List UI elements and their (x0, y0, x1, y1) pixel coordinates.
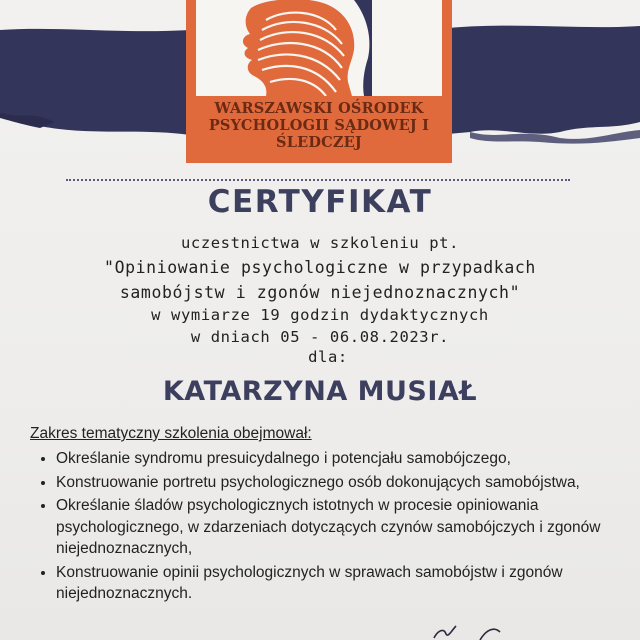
training-hours-line: w wymiarze 19 godzin dydaktycznych (151, 306, 489, 324)
organization-name-line: ŚLEDCZEJ (276, 134, 362, 151)
list-item: • Określanie syndromu presuicydalnego i potencjału samobójczego, (56, 448, 640, 470)
training-title-line: "Opiniowanie psychologiczne w przypadkach (104, 258, 536, 277)
organization-name-line: WARSZAWSKI OŚRODEK (214, 100, 424, 117)
scope-title: Zakres tematyczny szkolenia obejmował: (30, 425, 312, 442)
fingerprint-head-profile-icon (196, 0, 442, 96)
organization-logo (186, 0, 452, 163)
list-item: • Konstruowanie portretu psychologicznego osób dokonujących samobójstwa, (56, 472, 640, 494)
certificate-line: uczestnictwa w szkoleniu pt. (180, 234, 460, 252)
logo-image-area (196, 0, 442, 96)
training-title-line: samobójstw i zgonów niejednoznacznych" (119, 283, 521, 302)
list-item: • Konstruowanie opinii psychologicznych w sprawach samobójstw i zgonów niejednoznacznych. (56, 562, 640, 605)
list-item: • Określanie śladów psychologicznych istotnych w procesie opiniowania psychologicznego, w zdarzeniach dotyczących czynów samobójczych i zgonów niejednoznacznych, (56, 495, 640, 560)
recipient-name: KATARZYNA MUSIAŁ (162, 376, 478, 407)
training-dates-line: w dniach 05 - 06.08.2023r. (190, 328, 450, 346)
scope-list (36, 448, 640, 607)
organization-name-line: PSYCHOLOGII SĄDOWEJ I (208, 117, 430, 134)
certificate-title: CERTYFIKAT (207, 184, 433, 220)
dotted-divider (66, 179, 570, 181)
recipient-prefix: dla: (308, 348, 348, 366)
organization-name (186, 100, 452, 151)
signature-mark (420, 620, 530, 640)
